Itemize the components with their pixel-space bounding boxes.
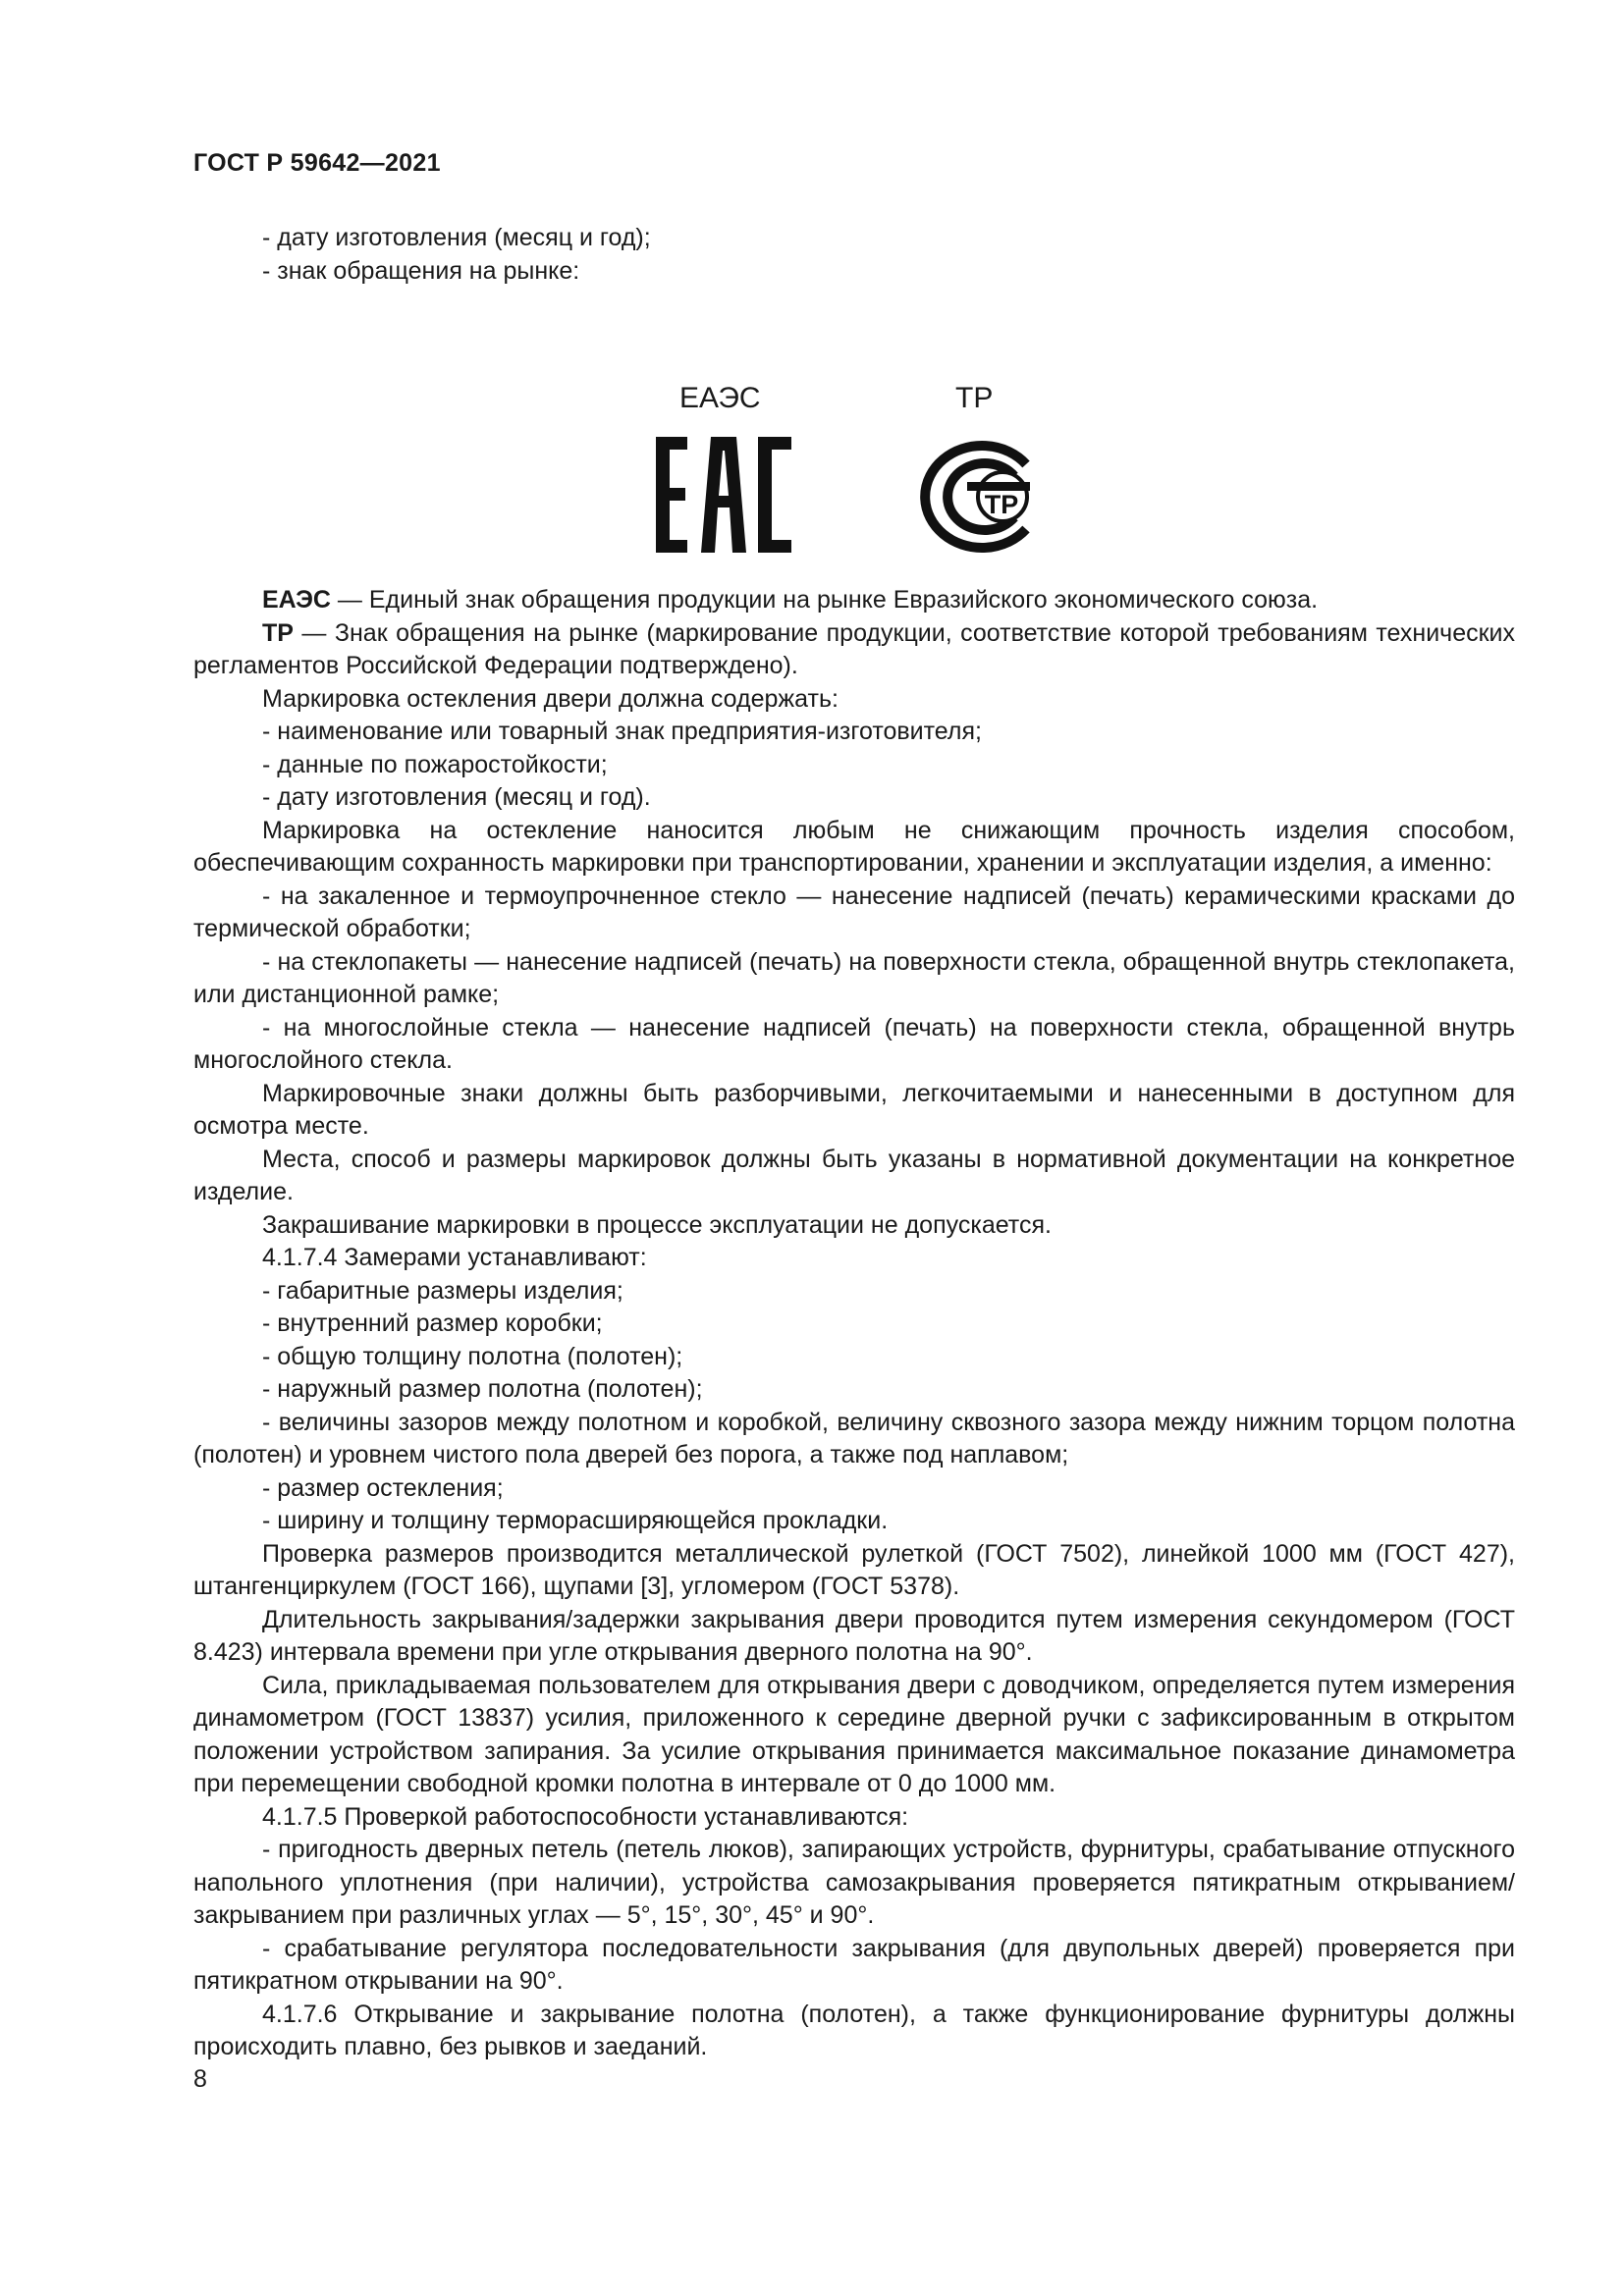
document-code-header: ГОСТ Р 59642—2021	[193, 149, 441, 177]
paragraph: Места, способ и размеры маркировок должны быть указаны в нормативной документации на конкретное изделие.	[193, 1145, 1515, 1205]
paragraph: - на стеклопакеты — нанесение надписей (печать) на поверхности стекла, обращенной внутрь стеклопакета, или дистанционной рамке;	[193, 947, 1515, 1008]
list-item: - общую толщину полотна (полотен);	[262, 1342, 683, 1370]
paragraph: Сила, прикладываемая пользователем для открывания двери с доводчиком, определяется путем измерения динамометром (ГОСТ 13837) усилия, приложенного к середине дверной ручки с зафиксированным в открытом положении устройством запирания. За усилие открывания принимается максимальное показание динамометра при перемещении свободной кромки полотна в интервале от 0 до 1000 мм.	[193, 1671, 1515, 1797]
list-item: - наименование или товарный знак предприятия-изготовителя;	[262, 718, 982, 745]
list-item: - наружный размер полотна (полотен);	[262, 1375, 703, 1403]
paragraph: - на многослойные стекла — нанесение надписей (печать) на поверхности стекла, обращенной внутрь многослойного стекла.	[193, 1013, 1515, 1074]
paragraph: - пригодность дверных петель (петель люков), запирающих устройств, фурнитуры, срабатывание отпускного напольного уплотнения (при наличии), устройства самозакрывания проверяется пятикратным открыванием/закрыванием при различных углах — 5°, 15°, 30°, 45° и 90°.	[193, 1836, 1515, 1929]
tr-label: ТР	[955, 382, 994, 414]
paragraph-list	[193, 683, 1515, 2064]
paragraph: Проверка размеров производится металлической рулеткой (ГОСТ 7502), линейкой 1000 мм (ГОСТ 427), штангенциркулем (ГОСТ 166), щупами [3], угломером (ГОСТ 5378).	[193, 1539, 1515, 1600]
paragraph: 4.1.7.4 Замерами устанавливают:	[262, 1244, 647, 1271]
eac-mark-icon	[656, 437, 791, 553]
list-item: - дату изготовления (месяц и год).	[262, 783, 651, 811]
paragraph: - величины зазоров между полотном и коробкой, величину сквозного зазора между нижним торцом полотна (полотен) и уровнем чистого пола дверей без порога, а также под наплавом;	[193, 1408, 1515, 1468]
paragraph: Длительность закрывания/задержки закрывания двери проводится путем измерения секундомером (ГОСТ 8.423) интервала времени при угле открывания дверного полотна на 90°.	[193, 1605, 1515, 1666]
svg-text:ТР: ТР	[984, 490, 1019, 519]
body-text	[193, 222, 1515, 2064]
paragraph: 4.1.7.5 Проверкой работоспособности устанавливаются:	[262, 1802, 909, 1831]
list-item: - габаритные размеры изделия;	[262, 1276, 623, 1305]
paragraph: - на закаленное и термоупрочненное стекло — нанесение надписей (печать) керамическими красками до термической обработки;	[193, 881, 1515, 942]
paragraph: Маркировка на остекление наносится любым не снижающим прочность изделия способом, обеспечивающим сохранность маркировки при транспортировании, хранении и эксплуатации изделия, а именно:	[193, 816, 1515, 877]
list-item: - знак обращения на рынке:	[262, 256, 580, 285]
list-item: - дату изготовления (месяц и год);	[262, 224, 651, 251]
paragraph: Маркировка остекления двери должна содержать:	[262, 684, 839, 713]
market-marks	[193, 288, 1515, 584]
list-item: - данные по пожаростойкости;	[262, 750, 608, 778]
eac-label: ЕАЭС	[679, 382, 761, 414]
paragraph: Маркировочные знаки должны быть разборчивыми, легкочитаемыми и нанесенными в доступном для осмотра месте.	[193, 1079, 1515, 1140]
paragraph: Закрашивание маркировки в процессе эксплуатации не допускается.	[262, 1210, 1052, 1239]
list-item: - размер остекления;	[262, 1473, 504, 1502]
list-item: - ширину и толщину терморасширяющейся прокладки.	[262, 1507, 889, 1534]
list-item: - внутренний размер коробки;	[262, 1309, 603, 1337]
paragraph: - срабатывание регулятора последовательности закрывания (для двупольных дверей) проверяется при пятикратном открывании на 90°.	[193, 1934, 1515, 1995]
definition-eac: ЕАЭС — Единый знак обращения продукции на рынке Евразийского экономического союза.	[262, 586, 1319, 614]
page-number: 8	[193, 2065, 207, 2093]
paragraph: 4.1.7.6 Открывание и закрывание полотна (полотен), а также функционирование фурнитуры должны происходить плавно, без рывков и заеданий.	[193, 2000, 1515, 2060]
tr-mark-icon	[910, 435, 1054, 559]
definition-tr: ТР — Знак обращения на рынке (маркирование продукции, соответствие которой требованиям технических регламентов Российской Федерации подтверждено).	[193, 618, 1515, 679]
